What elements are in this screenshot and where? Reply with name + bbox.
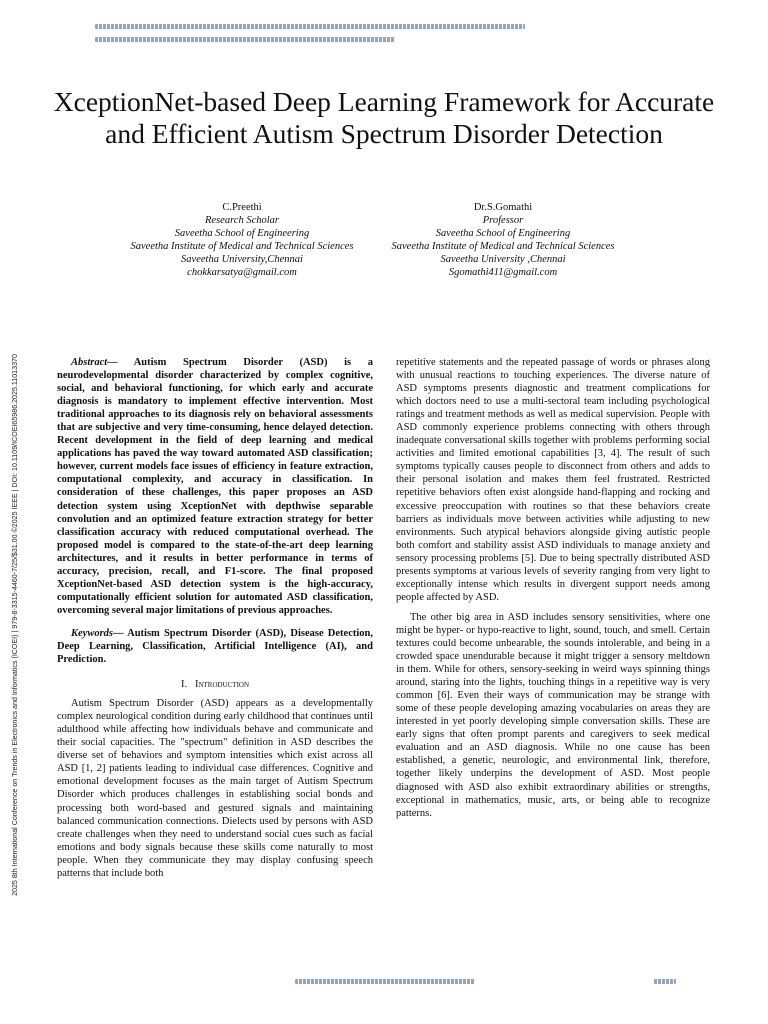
author-role: Research Scholar [205, 215, 279, 226]
section-heading [57, 678, 373, 691]
paper-title: XceptionNet-based Deep Learning Framework for Accurate and Efficient Autism Spectrum Disorder Detection [53, 86, 715, 149]
right-paragraph-2: The other big area in ASD includes sensory sensitivities, where one might be hyper- or hypo-reactive to light, sound, touch, and smell. Certain textures could become unbearable, the sounds intolerable, and being in a crowded space unendurable because it might trigger a sensory meltdown in them. While for others, sensory-seeking in weird ways spinning things around, staring into the lights, touching things in a repetitive way is very common [6]. Even their ways of communication may be strange with some of these people developing amazing vocabularies on areas they are interested in yet poorly developing simple conversation skills. These are early signs that often prompt parents and caregivers to seek medical evaluation and an ASD diagnosis. While no one cause has been established, a genetic, neurologic, and environmental link, therefore, together likely underpins the development of ASD. Most people diagnosed with ASD also exhibit extraordinary abilities or strengths, exceptional in mathematics, music, arts, or being able to recognize patterns. [396, 611, 710, 819]
author-institute: Saveetha Institute of Medical and Technical Sciences [130, 241, 354, 252]
header-line-1 [95, 24, 525, 29]
author-block-2 [353, 201, 653, 279]
right-paragraph-1: repetitive statements and the repeated passage of words or phrases along with unusual reactions to touching experiences. The diverse nature of ASD symptoms presents diagnostic and treatment complications for which doctors need to use a multi-sectoral team including psychological ratings and treatment methods as well as medical supervision. People with ASD commonly experience problems connecting with others through inadequate conversational skills together with problems performing social activities and limited emotional capabilities [3, 4]. The result of such symptoms typically causes people to disconnect from others and adds to their personal isolation and makes them feel frustrated. Restricted repetitive behaviors often exist alongside hand-flapping and rocking and excessive preoccupation with routines so that these behaviors create barriers as individuals move between activities while adjusting to new environments. Such atypical behaviors alongside giving autistic people both comfort and stability assist ASD individuals to manage anxiety and sensory processing problems [5]. Due to being spectrally distributed ASD presents symptoms at various levels of severity ranging from very light to exceptionally intense which results in divergent support needs among people affected by ASD. [396, 357, 710, 603]
author-name: C.Preethi [222, 202, 262, 213]
keywords-lead: Keywords [71, 627, 113, 639]
author-email: chokkarsatya@gmail.com [187, 267, 297, 278]
header-line-2 [95, 37, 395, 42]
abstract-text: — Autism Spectrum Disorder (ASD) is a neurodevelopmental disorder characterized by complex cognitive, social, and behavioral functioning, for which early and accurate diagnosis is mandatory to implement effective intervention. Most traditional approaches to its diagnosis rely on behavioral assessments that are subjective and very time-consuming, hence delayed detection. Recent development in the field of deep learning and medical applications has paved the way toward automated ASD classification; however, current models face issues of efficiency in feature extraction, computational complexity, and accuracy in classification. In consideration of these challenges, this paper proposes an ASD detection system using XceptionNet with depthwise separable convolution and an optimized feature extraction strategy for better classification accuracy with reduced computational overhead. The proposed model is compared to the state-of-the-art deep learning architectures, and it results in better performance in terms of accuracy, precision, recall, and F1-score. The final proposed XceptionNet-based ASD detection system is the high-accuracy, computationally efficient solution for automated ASD classification, overcoming several major limitations of previous approaches. [57, 357, 373, 616]
footer-line-left [295, 979, 475, 984]
left-column [57, 356, 373, 880]
abstract [57, 356, 373, 617]
author-name: Dr.S.Gomathi [473, 202, 533, 213]
keywords-text: — Autism Spectrum Disorder (ASD), Disease Detection, Deep Learning, Classification, Artificial Intelligence (AI), and Prediction. [57, 627, 373, 666]
right-column [396, 356, 710, 820]
author-block-1 [92, 201, 392, 279]
section-number: I. [180, 679, 188, 691]
author-university: Saveetha University ,Chennai [440, 254, 566, 265]
author-school: Saveetha School of Engineering [174, 228, 310, 239]
intro-paragraph-1: Autism Spectrum Disorder (ASD) appears as a developmentally complex neurological condition during early childhood that continues until adulthood while affecting how individuals behave and communicate and their social capacities. The "spectrum" definition in ASD describes the diverse set of behaviors and symptom intensities which exist across all ASD [1, 2] patients leading to individual case differences. Cognitive and emotional development focuses as the main target of Autism Spectrum Disorder which produces challenges in establishing social bonds and processing both word-based and gestured signals and maintaining balanced communication connections. Dielects used by persons with ASD create challenges when they need to understand social cues such as facial emotions and body signals because these skills come naturally to most people. When they communicate they may display confusing speech patterns that include both [57, 698, 373, 879]
author-school: Saveetha School of Engineering [435, 228, 571, 239]
side-citation: 2025 8th International Conference on Trends in Electronics and Informatics (ICOEI) | 979-8-3315-4460-7/25/$31.00 ©2025 IEEE | DOI: 10.1109/ICOEI65986.2025.11013370 [11, 354, 19, 896]
keywords [57, 627, 373, 666]
author-institute: Saveetha Institute of Medical and Technical Sciences [391, 241, 615, 252]
footer-line-right [654, 979, 676, 984]
author-university: Saveetha University,Chennai [181, 254, 303, 265]
author-email: Sgomathi411@gmail.com [448, 267, 558, 278]
side-citation-strip [8, 275, 22, 975]
abstract-lead: Abstract [71, 357, 108, 368]
author-role: Professor [482, 215, 524, 226]
section-title: Introduction [194, 679, 250, 691]
